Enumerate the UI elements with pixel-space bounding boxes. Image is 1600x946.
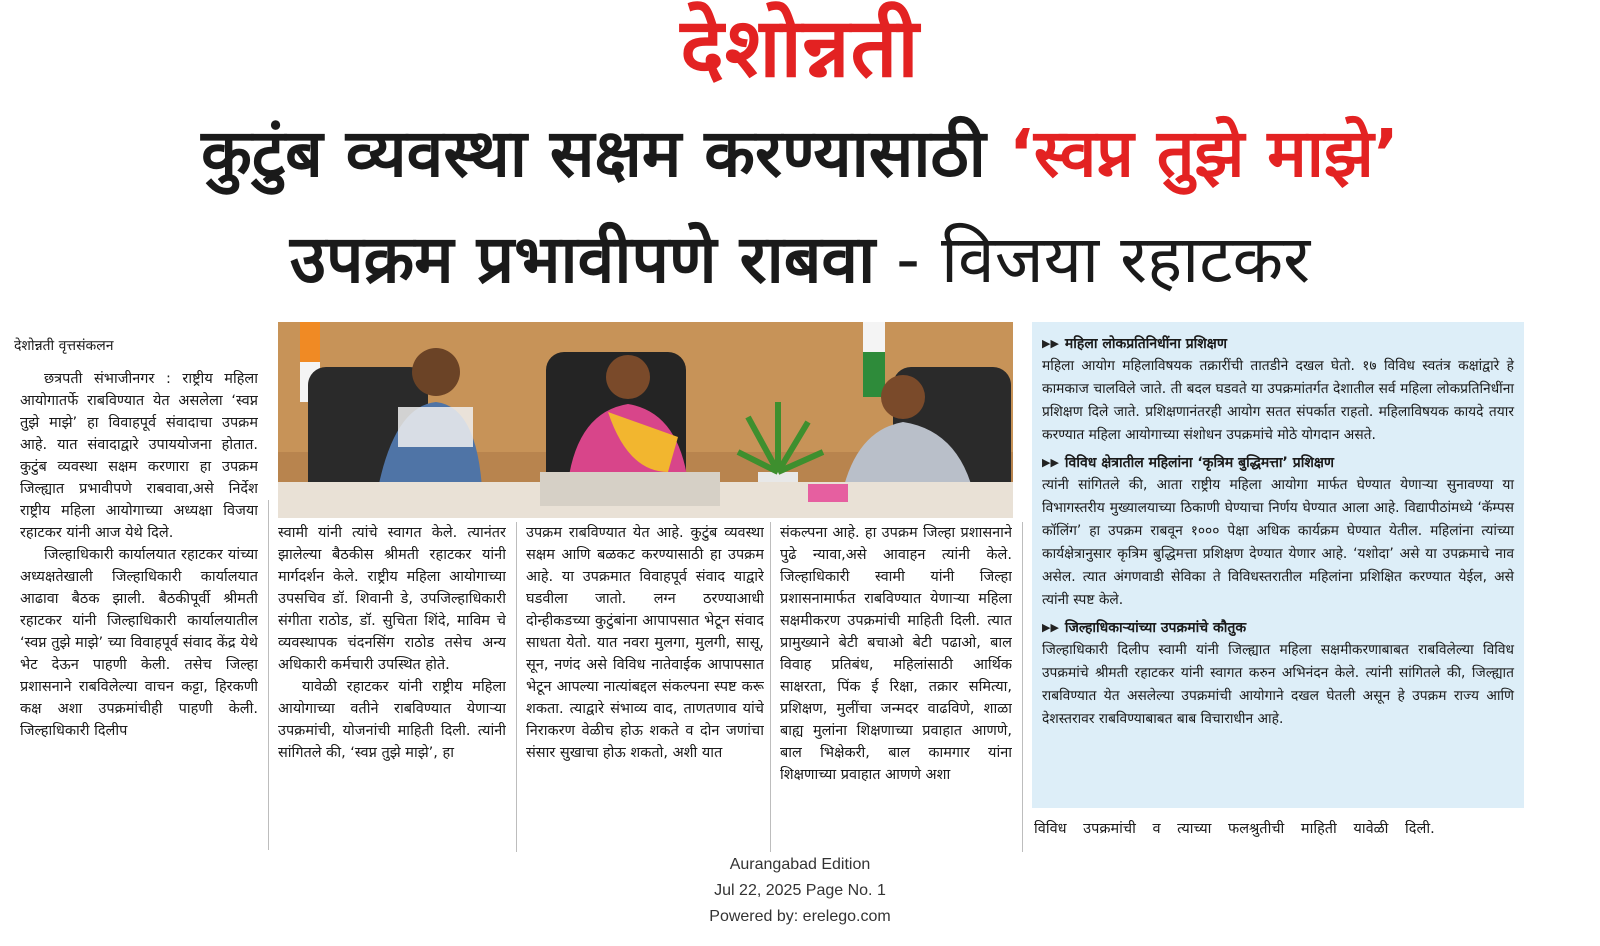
column-rule [268,500,269,850]
sidebar-heading: ▶▶ जिल्हाधिकाऱ्यांच्या उपक्रमांचे कौतुक [1042,620,1247,636]
footer-date-page: Jul 22, 2025 Page No. 1 [714,882,886,899]
sidebar-text: जिल्हाधिकारी दिलीप स्वामी यांनी जिल्ह्यात महिला सक्षमीकरणाबाबत राबविलेल्या विविध उपक्रमांचे श्रीमती रहाटकर यांनी स्वागत करुन अभिनंदन केले. त्यांनी सांगितले की, जिल्ह्यात राबविण्यात येत असलेल्या उपक्रमांची आयोगाने दखल घेतली असून हे उपक्रम राज्य आणि देशस्तरावर राबविण्याबाबत बाब विचाराधीन आहे. [1042,642,1514,727]
masthead-logo: देशोन्नती [680,1,920,96]
footer-powered-link[interactable]: Powered by: erelego.com [709,908,891,925]
double-arrow-right-icon: ▶▶ [1042,337,1059,350]
article-paragraph: छत्रपती संभाजीनगर : राष्ट्रीय महिला आयोगातर्फे राबविण्यात येत असलेला ‘स्वप्न तुझे माझे’ हा विवाहपूर्व संवादाचा उपक्रम आहे. यात संवादाद्वारे उपाययोजना होतात. कुटुंब व्यवस्था सक्षम करणारा हा उपक्रम जिल्ह्यात प्रभावीपणे राबवावा,असे निर्देश राष्ट्रीय महिला आयोगाच्या अध्यक्षा विजया रहाटकर यांनी आज येथे दिले. [20,371,258,541]
article-paragraph: जिल्हाधिकारी कार्यालयात रहाटकर यांच्या अध्यक्षतेखाली जिल्हाधिकारी कार्यालयात आढावा बैठक झाली. बैठकीपूर्वी श्रीमती रहाटकर यांनी जिल्हाधिकारी कार्यालयातील ‘स्वप्न तुझे माझे’ च्या विवाहपूर्व संवाद केंद्र येथे भेट देऊन पाहणी केली. तसेच जिल्हा प्रशासनाने राबविलेल्या वाचन कट्टा, हिरकणी कक्ष अशा उपक्रमांचीही पाहणी केली. जिल्हाधिकारी दिलीप [20,547,258,739]
headline-line-1 [20,104,1580,204]
sidebar-heading: ▶▶ महिला लोकप्रतिनिधींना प्रशिक्षण [1042,336,1227,352]
article-column-3 [526,522,764,862]
news-photo [278,322,1013,518]
article-paragraph: उपक्रम राबविण्यात येत आहे. कुटुंब व्यवस्था सक्षम आणि बळकट करण्यासाठी हा उपक्रम आहे. या उपक्रमात विवाहपूर्व संवाद याद्वारे घडवीला जातो. लग्न ठरण्याआधी दोन्हीकडच्या कुटुंबांना आपापसात भेटून संवाद साधता येतो. यात नवरा मुलगा, मुलगी, सासू, सून, नणंद असे विविध नातेवाईक आपापसात भेटून आपल्या नात्यांबद्दल संकल्पना स्पष्ट करू शकता. त्याद्वारे संभाव्य वाद, ताणतणाव यांचे निराकरण वेळीच होऊ शकते व दोन जणांचा संसार सुखाचा होऊ शकतो, अशी यात [526,525,764,761]
article-column-4 [780,522,1012,862]
article-paragraph: संकल्पना आहे. हा उपक्रम जिल्हा प्रशासनाने पुढे न्यावा,असे आवाहन त्यांनी केले. जिल्हाधिकारी स्वामी यांनी जिल्हा प्रशासनामार्फत राबविण्यात येणाऱ्या महिला सक्षमीकरण उपक्रमांची माहिती दिली. त्यात प्रामुख्याने बेटी बचाओ बेटी पढाओ, बाल विवाह प्रतिबंध, महिलांसाठी आर्थिक साक्षरता, पिंक ई रिक्षा, तक्रार समित्या, प्रशिक्षण, मुलींचा जन्मदर वाढविणे, शाळा बाह्य मुलांना शिक्षणाच्या प्रवाहात आणणे, बाल भिक्षेकरी, बाल कामगार यांना शिक्षणाच्या प्रवाहात आणणे अशा [780,525,1012,783]
column-rule [1022,522,1023,852]
article-column-1 [20,368,258,868]
headline-bold-part: उपक्रम प्रभावीपणे राबवा [289,221,876,298]
headline-red-part: ‘स्वप्न तुझे माझे’ [1008,115,1399,192]
article-paragraph: स्वामी यांनी त्यांचे स्वागत केले. त्यानंतर झालेल्या बैठकीस श्रीमती रहाटकर यांनी मार्गदर्शन केले. राष्ट्रीय महिला आयोगाच्या उपसचिव डॉ. शिवानी डे, उपजिल्हाधिकारी संगीता राठोड, डॉ. सुचिता शिंदे, माविम चे व्यवस्थापक चंदनसिंग राठोड तसेच अन्य अधिकारी कर्मचारी उपस्थित होते. [278,525,506,673]
sidebar-text: महिला आयोग महिलाविषयक तक्रारींची तातडीने दखल घेतो. १७ विविध स्वतंत्र कक्षांद्वारे हे कामकाज चालविले जाते. ती बदल घडवते या उपक्रमांतर्गत देशातील सर्व महिला लोकप्रतिनिधींना प्रशिक्षण दिले जाते. प्रशिक्षणानंतरही आयोग सतत संपर्कात राहतो. महिलाविषयक कायदे तयार करण्यात महिला आयोगाच्या संशोधन उपक्रमांचे मोठे योगदान असते. [1042,358,1514,443]
meeting-photo-illustration [278,322,1013,518]
double-arrow-right-icon: ▶▶ [1042,621,1059,634]
double-arrow-right-icon: ▶▶ [1042,456,1059,469]
byline: देशोन्नती वृत्तसंकलन [14,338,114,354]
footer-edition: Aurangabad Edition [729,856,871,873]
sidebar-text: त्यांनी सांगितले की, आता राष्ट्रीय महिला आयोगा मार्फत घेण्यात येणाऱ्या सुनावण्या या विभागस्तरीय मुख्यालयाच्या ठिकाणी घेण्याचा निर्णय घेण्यात आला आहे. विद्यापीठांमध्ये ‘कॅम्पस कॉलिंग’ हा उपक्रम राबवून १००० पेक्षा अधिक कार्यक्रम घेण्यात येतील. महिलांना त्यांच्या कार्यक्षेत्रानुसार कृत्रिम बुद्धिमत्ता प्रशिक्षण देण्यात येणार आहे. ‘यशोदा’ असे या उपक्रमाचे नाव असेल. त्यात अंगणवाडी सेविका ते विविधस्तरातील महिलांना प्रशिक्षित करण्यात येईल, असे त्यांनी स्पष्ट केले. [1042,477,1514,608]
article-paragraph: यावेळी रहाटकर यांनी राष्ट्रीय महिला आयोगाच्या वतीने राबविण्यात येणाऱ्या उपक्रमांची, योजनांची माहिती दिली. त्यांनी सांगितले की, ‘स्वप्न तुझे माझे’, हा [278,679,506,761]
headline-line-2 [20,210,1580,310]
info-sidebar [1032,322,1524,808]
article-column-2 [278,522,506,862]
article-column-5: विविध उपक्रमांची व त्याच्या फलश्रुतीची माहिती यावेळी दिली. [1034,821,1435,837]
headline-author-part: - विजया रहाटकर [875,221,1311,298]
headline-black-part: कुटुंब व्यवस्था सक्षम करण्यासाठी [201,115,1009,192]
column-rule [770,522,771,852]
column-rule [516,522,517,852]
sidebar-heading: ▶▶ विविध क्षेत्रातील महिलांना ‘कृत्रिम बुद्धिमत्ता’ प्रशिक्षण [1042,455,1335,471]
